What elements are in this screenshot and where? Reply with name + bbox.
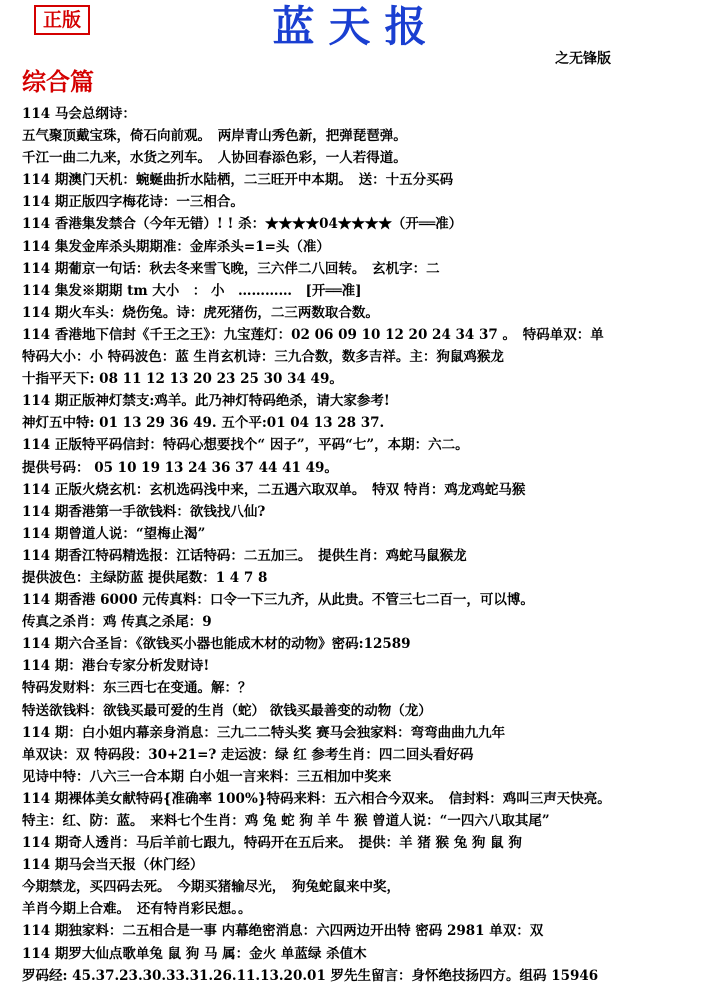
text-line: 传真之杀肖：鸡 传真之杀尾：9: [22, 614, 212, 631]
text-line: 提供波色：主绿防蓝 提供尾数：1 4 7 8: [22, 569, 268, 586]
text-line: 神灯五中特: 01 13 29 36 49. 五个平:01 04 13 28 37.: [22, 415, 385, 432]
text-line: 114 正版火烧玄机：玄机选码浅中来，二五遇六取双单。 特双 特肖：鸡龙鸡蛇马猴: [22, 481, 526, 498]
text-line: 114 香港集发禁合（今年无错）! ! 杀：★★★★04★★★★（开══准）: [22, 216, 463, 233]
edition-label: 之无锋版: [555, 51, 611, 67]
text-line: 114 期香港 6000 元传真料：口令一下三九齐，从此贵。不管三七二百一，可以博。: [22, 592, 534, 609]
text-line: 114 期曾道人说：“望梅止渴”: [22, 525, 206, 542]
text-line: 十指平天下: 08 11 12 13 20 23 25 30 34 49。: [22, 371, 343, 388]
text-line: 114 期澳门天机：蜿蜒曲折水陆栖，二三旺开中本期。 送：十五分买码: [22, 172, 454, 189]
content-lines: [22, 103, 707, 987]
text-line: 特码大小：小 特码波色：蓝 生肖玄机诗：三九合数，数多吉祥。主：狗鼠鸡猴龙: [22, 349, 504, 366]
text-line: 114 马会总纲诗：: [22, 106, 136, 122]
text-line: 罗码经: 45.37.23.30.33.31.26.11.13.20.01 罗先生留言：身怀绝技扬四方。组码 15946: [22, 967, 599, 984]
text-line: 114 期：白小姐内幕亲身消息：三九二二特头奖 赛马会独家料：弯弯曲曲九九年: [22, 724, 506, 741]
text-line: 千江一曲二九来，水货之列车。 人协回春添色彩，一人若得道。: [22, 150, 407, 167]
text-line: 见诗中特：八六三一合本期 白小姐一言来料：三五相加中奖来: [22, 768, 392, 785]
text-line: 五气聚顶戴宝珠，倚石向前观。 两岸青山秀色新，把弹琵琶弹。: [22, 128, 407, 145]
text-line: 114 期裸体美女献特码{准确率 100%}特码来料：五六相合今双来。 信封料：鸡叫三声天快亮。: [22, 790, 611, 807]
text-line: 114 期马会当天报（休门经）: [22, 857, 204, 874]
text-line: 114 期罗大仙点歌单兔 鼠 狗 马 属：金火 单蓝绿 杀值木: [22, 945, 367, 962]
text-line: 特送欲钱料：欲钱买最可爱的生肖（蛇） 欲钱买最善变的动物（龙）: [22, 702, 432, 719]
page-title: 蓝天报: [272, 2, 441, 51]
text-line: 114 期奇人透肖：马后羊前七跟九，特码开在五后来。 提供：羊 猪 猴 兔 狗 鼠 狗: [22, 835, 522, 852]
text-line: 羊肖今期上合难。 还有特肖彩民想。。: [22, 901, 252, 918]
text-line: 今期禁龙，买四码去死。 今期买猪输尽光， 狗兔蛇鼠来中奖，: [22, 879, 400, 896]
text-line: 特主：红、防：蓝。 来料七个生肖：鸡 兔 蛇 狗 羊 牛 猴 曾道人说：“一四六八取其尾”: [22, 813, 550, 829]
edition-badge: 正版: [34, 5, 90, 35]
text-line: 114 集发※期期 tm 大小 ： 小 ………… [开══准]: [22, 282, 362, 299]
section-heading: 综合篇: [22, 67, 94, 96]
text-line: 114 集发金库杀头期期准：金库杀头=1=头（准）: [22, 238, 330, 255]
text-line: 114 期香江特码精选报：江话特码：二五加三。 提供生肖：鸡蛇马鼠猴龙: [22, 547, 467, 564]
text-line: 114 期六合圣旨：《欲钱买小器也能成木材的动物》密码:12589: [22, 636, 411, 653]
text-line: 114 期正版四字梅花诗：一三相合。: [22, 194, 244, 211]
text-line: 114 期香港第一手欲钱料：欲钱找八仙?: [22, 503, 266, 520]
text-line: 114 期正版神灯禁支:鸡羊。此乃神灯特码绝杀，请大家参考!: [22, 393, 390, 410]
text-line: 单双诀：双 特码段：30+21=? 走运波：绿 红 参考生肖：四二回头看好码: [22, 746, 474, 763]
text-line: 114 正版特平码信封：特码心想要找个“ 因子”，平码“七”，本期：六二。: [22, 437, 469, 454]
text-line: 114 期葡京一句话：秋去冬来雪飞晚，三六伴二八回转。 玄机字：二: [22, 260, 440, 277]
text-line: 114 期火车头：烧伤兔。诗：虎死猪伤，二三两数取合数。: [22, 304, 379, 321]
text-line: 特码发财料：东三西七在变通。解：？: [22, 680, 252, 697]
text-line: 提供号码： 05 10 19 13 24 36 37 44 41 49。: [22, 459, 338, 476]
text-line: 114 香港地下信封《千王之王》：九宝莲灯：02 06 09 10 12 20 24 34 37 。 特码单双：单: [22, 326, 604, 343]
text-line: 114 期：港台专家分析发财诗!: [22, 658, 210, 675]
text-line: 114 期独家料：二五相合是一事 内幕绝密消息：六四两边开出特 密码 2981 单双：双: [22, 923, 544, 940]
